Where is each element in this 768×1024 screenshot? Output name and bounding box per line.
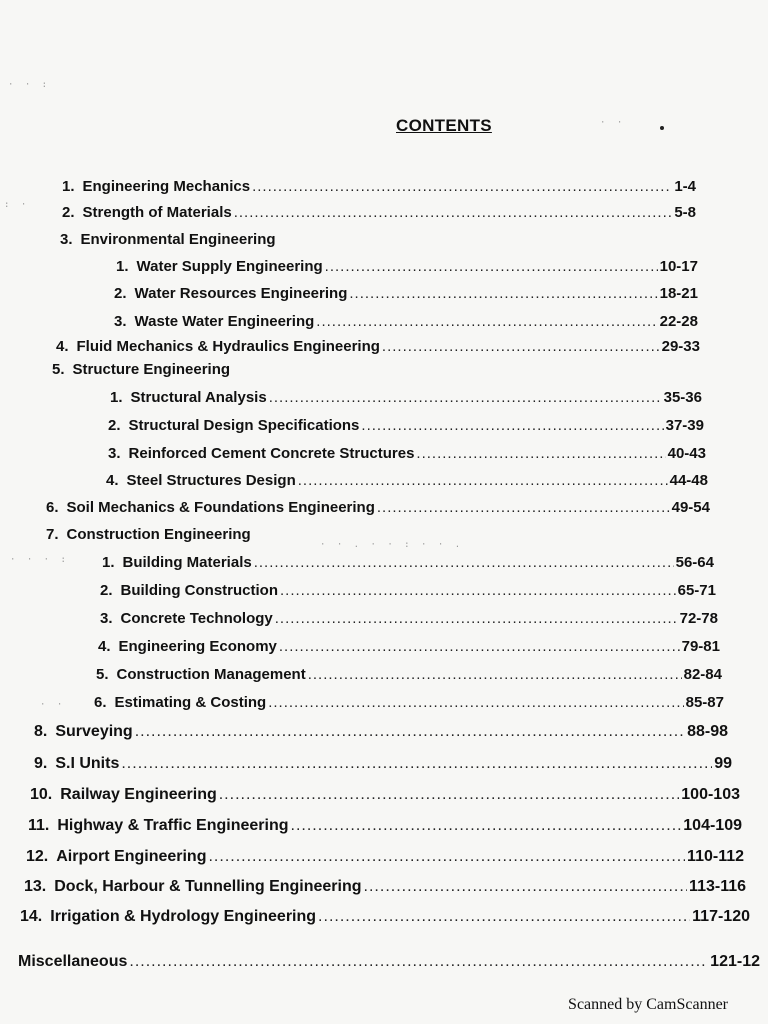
toc-entry-pages: 40-43 [667,445,706,462]
dot-leader [349,285,657,302]
dot-leader [382,338,660,355]
toc-entry-number: 8. [34,723,48,740]
toc-entry-title: Steel Structures Design [126,472,296,489]
toc-entry-pages: 49-54 [671,499,710,516]
toc-entry-number: 11. [28,817,50,834]
toc-entry [26,848,744,866]
toc-entry-number: 4. [106,472,119,489]
toc-entry-title: Building Construction [120,582,278,599]
toc-entry-title: Water Supply Engineering [136,258,323,275]
scan-noise: : · [4,200,30,210]
toc-entry-title: Estimating & Costing [114,694,267,711]
dot-leader [377,499,670,516]
toc-entry-pages: 35-36 [663,389,702,406]
toc-entry-pages: 29-33 [661,338,700,355]
toc-entry-title: Environmental Engineering [80,231,276,248]
toc-entry-title: S.I Units [55,755,120,772]
toc-entry [60,231,276,248]
toc-entry-number: 3. [114,313,127,330]
toc-entry-title: Engineering Mechanics [82,178,251,195]
toc-entry-number: 4. [56,338,69,355]
toc-entry-pages: 99 [714,755,732,772]
toc-entry-title: Soil Mechanics & Foundations Engineering [66,499,375,516]
toc-entry-pages: 113-116 [689,878,746,895]
toc-entry [20,908,750,926]
dot-leader [129,953,708,971]
toc-entry-number: 9. [34,755,48,772]
toc-entry-pages: 100-103 [681,786,740,803]
toc-entry-pages: 85-87 [685,694,724,711]
toc-entry [24,878,746,896]
dot-leader [219,786,680,804]
toc-entry-number: 1. [62,178,75,195]
toc-entry [62,204,696,221]
toc-entry-number: 2. [108,417,121,434]
dot-leader [208,848,685,866]
scanner-watermark: Scanned by CamScanner [568,996,728,1013]
toc-entry-number: 14. [20,908,43,925]
toc-entry-number: 3. [60,231,73,248]
toc-entry-number: 5. [96,666,109,683]
toc-entry [46,526,251,543]
dot-leader [291,817,682,835]
toc-entry-number: 2. [114,285,127,302]
toc-entry-pages: 10-17 [659,258,698,275]
toc-entry-pages: 5-8 [674,204,696,221]
toc-entry-pages: 72-78 [679,610,718,627]
toc-entry-title: Engineering Economy [118,638,277,655]
toc-entry [52,361,230,378]
toc-entry-number: 6. [94,694,107,711]
toc-entry-title: Building Materials [122,554,252,571]
toc-entry-pages: 22-28 [659,313,698,330]
toc-entry-pages: 110-112 [687,848,744,865]
toc-entry-pages: 117-120 [692,908,750,925]
scan-noise: · · . · · : · · . [320,540,464,550]
scan-noise: · · : [8,80,51,90]
toc-entry [114,313,698,330]
dot-leader [135,723,685,741]
toc-entry-number: 13. [24,878,47,895]
dot-leader [268,694,683,711]
toc-entry-pages: 18-21 [659,285,698,302]
toc-entry [116,258,698,275]
toc-entry-pages: 104-109 [683,817,742,834]
dot-leader [280,582,676,599]
scan-noise: · · [40,700,66,710]
toc-entry-pages: 65-71 [677,582,716,599]
toc-entry [18,953,760,971]
toc-entry-title: Concrete Technology [120,610,273,627]
toc-entry-title: Construction Management [116,666,306,683]
toc-entry-title: Airport Engineering [56,848,207,865]
toc-entry [110,389,702,406]
toc-entry-number: 6. [46,499,59,516]
dot-leader [325,258,658,275]
toc-entry-title: Water Resources Engineering [134,285,348,302]
toc-entry-title: Structure Engineering [72,361,231,378]
toc-entry [30,786,740,804]
toc-entry-title: Structural Analysis [130,389,267,406]
toc-entry [56,338,700,355]
dot-leader [298,472,668,489]
toc-entry [100,610,718,627]
toc-entry-pages: 56-64 [675,554,714,571]
scan-noise: · · · : [10,555,69,565]
toc-entry-pages: 79-81 [681,638,720,655]
toc-entry [46,499,710,516]
toc-entry-number: 2. [62,204,75,221]
toc-entry-number: 4. [98,638,111,655]
toc-entry-title: Construction Engineering [66,526,251,543]
toc-entry [102,554,714,571]
toc-entry-number: 3. [100,610,113,627]
toc-entry-number: 2. [100,582,113,599]
ink-dot [660,126,664,130]
toc-entry-pages: 88-98 [687,723,728,740]
toc-entry-title: Strength of Materials [82,204,232,221]
toc-entry [100,582,716,599]
toc-entry-number: 3. [108,445,121,462]
toc-entry-number: 1. [116,258,129,275]
toc-entry-pages: 121-12 [710,953,760,970]
dot-leader [361,417,663,434]
toc-entry-title: Highway & Traffic Engineering [57,817,289,834]
toc-entry [34,755,732,773]
dot-leader [121,755,712,773]
toc-entry-number: 1. [102,554,115,571]
toc-entry-title: Waste Water Engineering [134,313,315,330]
toc-entry-pages: 82-84 [683,666,722,683]
dot-leader [252,178,672,195]
toc-entry [96,666,722,683]
toc-entry-title: Irrigation & Hydrology Engineering [50,908,317,925]
toc-entry [34,723,728,741]
dot-leader [416,445,665,462]
toc-entry-number: 7. [46,526,59,543]
toc-entry-title: Surveying [55,723,133,740]
toc-entry [108,445,706,462]
toc-entry-number: 12. [26,848,49,865]
toc-entry-title: Structural Design Specifications [128,417,360,434]
dot-leader [316,313,657,330]
toc-entry [62,178,696,195]
toc-entry-pages: 44-48 [669,472,708,489]
toc-entry-pages: 1-4 [674,178,696,195]
dot-leader [279,638,680,655]
dot-leader [254,554,674,571]
toc-entry [98,638,720,655]
toc-entry-title: Dock, Harbour & Tunnelling Engineering [54,878,362,895]
toc-entry-title: Railway Engineering [60,786,217,803]
toc-entry [28,817,742,835]
toc-entry-number: 1. [110,389,123,406]
page-title: CONTENTS [396,116,492,135]
toc-entry-title: Reinforced Cement Concrete Structures [128,445,415,462]
dot-leader [234,204,673,221]
dot-leader [269,389,662,406]
scan-noise: · · [600,118,626,128]
toc-entry-title: Miscellaneous [18,953,128,970]
toc-entry [94,694,724,711]
dot-leader [318,908,690,926]
toc-entry [106,472,708,489]
toc-entry-number: 5. [52,361,65,378]
dot-leader [308,666,682,683]
toc-entry-pages: 37-39 [665,417,704,434]
dot-leader [364,878,688,896]
dot-leader [275,610,678,627]
toc-entry [108,417,704,434]
toc-entry-title: Fluid Mechanics & Hydraulics Engineering [76,338,380,355]
toc-entry-number: 10. [30,786,53,803]
toc-entry [114,285,698,302]
